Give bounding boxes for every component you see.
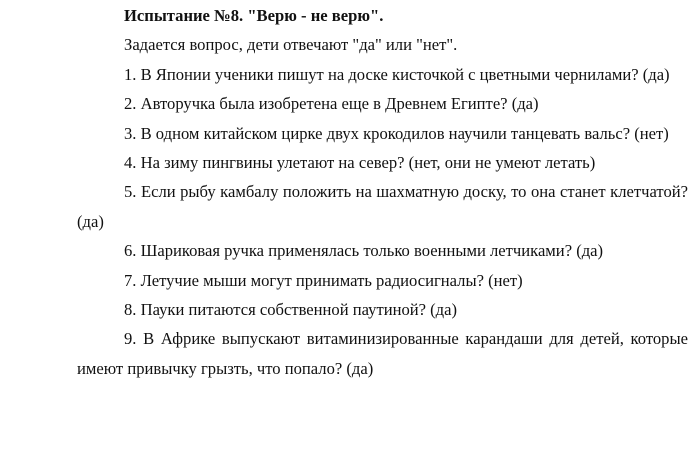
document-page xyxy=(0,1,700,464)
question-item-9: 9. В Африке выпускают витаминизированные карандаши для детей, которые имеют привычку грызть, что попало? (да) xyxy=(77,329,688,378)
question-item-4: 4. На зиму пингвины улетают на север? (нет, они не умеют летать) xyxy=(124,153,596,173)
question-item-3: 3. В одном китайском цирке двух крокодилов научили танцевать вальс? (нет) xyxy=(124,123,669,143)
question-item-2: 2. Авторучка была изобретена еще в Древнем Египте? (да) xyxy=(124,94,539,114)
question-item-7: 7. Летучие мыши могут принимать радиосигналы? (нет) xyxy=(124,270,523,290)
question-item-5: 5. Если рыбу камбалу положить на шахматную доску, то она станет клетчатой? (да) xyxy=(77,182,688,231)
question-item-1: 1. В Японии ученики пишут на доске кисточкой с цветными чернилами? (да) xyxy=(124,64,670,84)
section-title: Испытание №8. "Верю - не верю". xyxy=(124,6,384,25)
question-item-6: 6. Шариковая ручка применялась только военными летчиками? (да) xyxy=(124,241,604,261)
intro-text: Задается вопрос, дети отвечают "да" или "нет". xyxy=(124,35,458,55)
question-item-8: 8. Пауки питаются собственной паутиной? (да) xyxy=(124,300,458,320)
